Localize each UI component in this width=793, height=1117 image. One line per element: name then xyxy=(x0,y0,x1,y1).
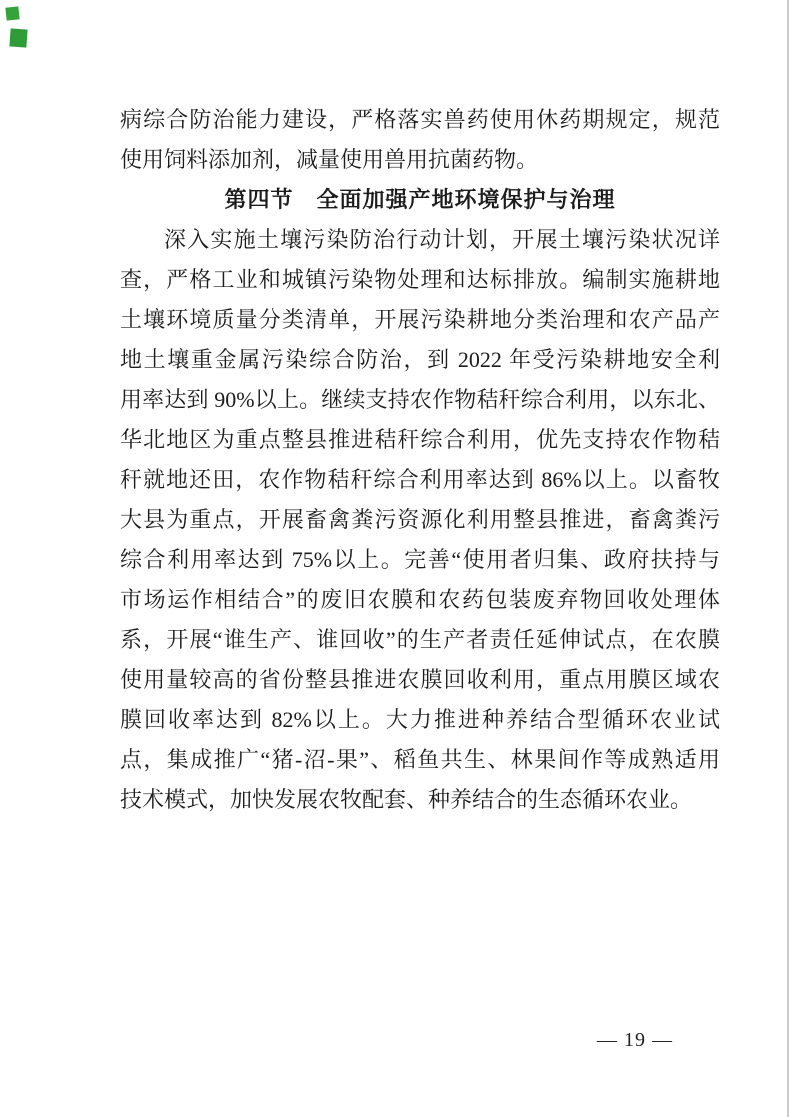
text-line: 系，开展“谁生产、谁回收”的生产者责任延伸试点，在农膜 xyxy=(120,627,720,652)
text-line: 地土壤重金属污染综合防治，到 2022 年受污染耕地安全利 xyxy=(120,347,720,372)
text-line: 技术模式，加快发展农牧配套、种养结合的生态循环农业。 xyxy=(120,787,693,812)
page-edge-line xyxy=(787,0,789,1117)
text-line: 深入实施土壤污染防治行动计划，开展土壤污染状况详 xyxy=(164,227,720,252)
text-line: 膜回收率达到 82%以上。大力推进种养结合型循环农业试 xyxy=(120,707,720,732)
text-line: 使用量较高的省份整县推进农膜回收利用，重点用膜区域农 xyxy=(120,667,720,692)
text-line: 市场运作相结合”的废旧农膜和农药包装废弃物回收处理体 xyxy=(120,587,720,612)
section-heading: 第四节 全面加强产地环境保护与治理 xyxy=(224,187,616,212)
text-line: 综合利用率达到 75%以上。完善“使用者归集、政府扶持与 xyxy=(120,547,720,572)
text-line: 点，集成推广“猪-沼-果”、稻鱼共生、林果间作等成熟适用 xyxy=(120,747,720,772)
page-body xyxy=(120,100,720,820)
text-line: 病综合防治能力建设，严格落实兽药使用休药期规定，规范 xyxy=(120,107,720,132)
text-line: 土壤环境质量分类清单，开展污染耕地分类治理和农产品产 xyxy=(120,307,720,332)
text-line: 秆就地还田，农作物秸秆综合利用率达到 86%以上。以畜牧 xyxy=(120,467,720,492)
page-number: — 19 — xyxy=(597,1029,673,1051)
text-line: 用率达到 90%以上。继续支持农作物秸秆综合利用，以东北、 xyxy=(120,387,720,412)
green-scan-mark-1 xyxy=(5,6,19,20)
text-line: 使用饲料添加剂，减量使用兽用抗菌药物。 xyxy=(120,147,539,172)
text-line: 查，严格工业和城镇污染物处理和达标排放。编制实施耕地 xyxy=(120,267,720,292)
green-scan-mark-2 xyxy=(9,28,27,47)
text-line: 华北地区为重点整县推进秸秆综合利用，优先支持农作物秸 xyxy=(120,427,720,452)
text-line: 大县为重点，开展畜禽粪污资源化利用整县推进，畜禽粪污 xyxy=(120,507,720,532)
